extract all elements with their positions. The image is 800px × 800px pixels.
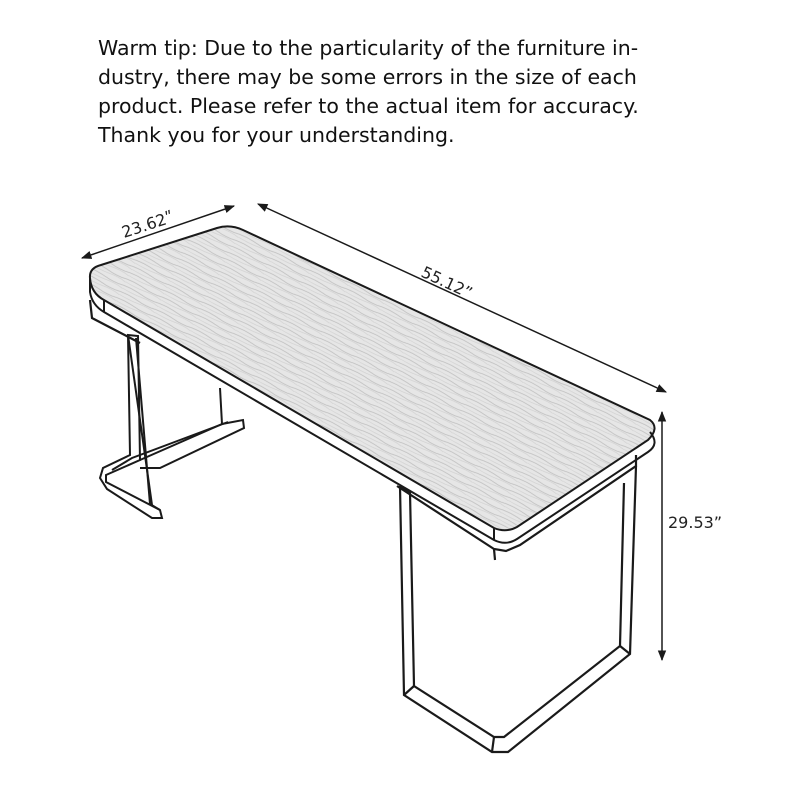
tip-line-2: dustry, there may be some errors in the size of each bbox=[98, 65, 637, 89]
depth-label: 23.62ʺ bbox=[119, 207, 176, 242]
table-top bbox=[90, 226, 655, 530]
length-label: 55.12” bbox=[418, 262, 476, 303]
tip-line-3: product. Please refer to the actual item for accuracy. bbox=[98, 94, 639, 118]
tip-line-4: Thank you for your understanding. bbox=[98, 123, 455, 147]
height-label: 29.53” bbox=[668, 513, 723, 532]
tip-line-1: Warm tip: Due to the particularity of the furniture in- bbox=[98, 36, 639, 60]
